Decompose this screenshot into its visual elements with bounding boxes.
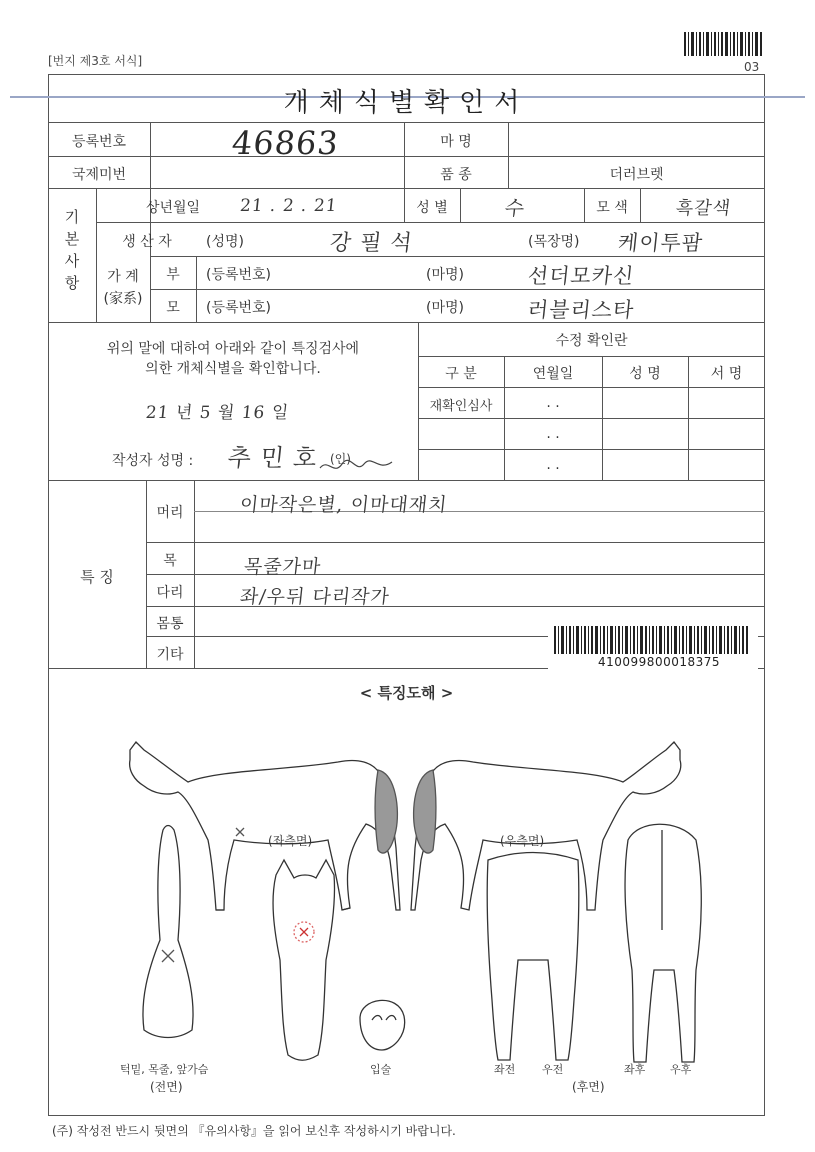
- label-front-caption: 턱밑, 목줄, 앞가슴: [120, 1063, 209, 1076]
- horse-right-side: [411, 742, 681, 910]
- basic-section-label: 기 본 사 항: [64, 208, 80, 292]
- dam-reg-hint: (등록번호): [206, 300, 272, 316]
- confirm-statement-1: 위의 말에 대하여 아래와 같이 특징검사에: [106, 341, 360, 357]
- barcode-bars: [554, 626, 750, 654]
- signature-scribble: [318, 456, 398, 478]
- sex-label: 성 별: [416, 200, 448, 216]
- confirm-date: 21 년 5 월 16 일: [144, 403, 291, 423]
- dob-label: 상년월일: [145, 200, 201, 216]
- feature-label-neck: 목: [163, 553, 177, 569]
- horse-name-label: 마 명: [440, 134, 472, 150]
- label-rear: (후면): [572, 1080, 605, 1094]
- page-code: 03: [744, 60, 760, 74]
- revision-row-date: . .: [546, 395, 560, 411]
- revision-header-type: 구 분: [445, 366, 477, 382]
- breed-value: 더러브렛: [609, 167, 664, 183]
- feature-value-legs: 좌/우뒤 다리작가: [238, 586, 391, 608]
- dam-label: 모: [166, 300, 180, 316]
- barcode-sticker: [548, 622, 758, 672]
- breeder-label: 생 산 자: [122, 234, 172, 250]
- revision-row-date: . .: [546, 457, 560, 473]
- confirm-statement-2: 의한 개체식별을 확인합니다.: [145, 361, 321, 377]
- features-section-label: 특 징: [80, 568, 114, 586]
- horse-forelegs-front: [487, 853, 579, 1061]
- breed-label: 품 종: [440, 167, 472, 183]
- feature-value-head: 이마작은별, 이마대재치: [238, 494, 449, 516]
- writer-label: 작성자 성명 :: [112, 453, 194, 469]
- farm-hint: (목장명): [528, 234, 580, 250]
- revision-header-sign: 서 명: [710, 366, 743, 382]
- writer-value: 추 민 호: [226, 444, 320, 472]
- horse-muzzle: [360, 1000, 405, 1050]
- breeder-name-value: 강 필 석: [328, 231, 414, 256]
- feature-label-body: 몸통: [156, 616, 184, 632]
- sire-name-hint: (마명): [426, 267, 464, 283]
- color-value: 흑갈색: [674, 198, 733, 219]
- dam-name-value: 러블리스타: [526, 298, 636, 322]
- writer-seal: (인): [330, 452, 351, 466]
- label-left-side: (좌측면): [268, 834, 313, 848]
- label-lips: 입술: [370, 1063, 392, 1076]
- feature-label-legs: 다리: [156, 585, 184, 601]
- farm-value: 케이투팜: [616, 231, 705, 255]
- feature-label-head: 머리: [156, 505, 184, 521]
- revision-header-name: 성 명: [629, 366, 661, 382]
- label-hind-left: 좌후: [624, 1063, 646, 1076]
- breeder-name-hint: (성명): [206, 234, 244, 250]
- sex-value: 수: [503, 196, 527, 220]
- label-right-side: (우측면): [500, 834, 545, 848]
- page-title: 개체식별확인서: [283, 88, 530, 118]
- reg-no-label: 등록번호: [71, 134, 127, 150]
- intl-label: 국제미번: [71, 167, 127, 183]
- sire-label: 부: [166, 267, 180, 283]
- diagram-title: < 특징도해 >: [359, 684, 454, 702]
- revision-row-type: 재확인심사: [429, 399, 493, 414]
- revision-header-date: 연월일: [532, 366, 574, 382]
- footer-note: (주) 작성전 반드시 뒷면의 『유의사항』을 읽어 보신후 작성하시기 바랍니다.: [52, 1124, 456, 1138]
- top-barcode: [684, 32, 762, 56]
- horse-hind-rear: [625, 824, 701, 1062]
- feature-label-other: 기타: [156, 647, 184, 663]
- form-number: [번지 제3호 서식]: [48, 54, 143, 68]
- revision-row-date: . .: [546, 426, 560, 442]
- horse-head-front: [273, 860, 334, 1060]
- family-label: 가 계 (家系): [103, 269, 143, 307]
- label-hind-right: 우후: [670, 1063, 692, 1076]
- label-front: (전면): [150, 1080, 183, 1094]
- sire-reg-hint: (등록번호): [206, 267, 272, 283]
- label-fore-right: 우전: [542, 1063, 564, 1076]
- barcode-number: 410099800018375: [598, 655, 721, 669]
- label-fore-left: 좌전: [494, 1063, 516, 1076]
- horse-neck-front: [143, 826, 193, 1038]
- revision-title: 수정 확인란: [555, 333, 628, 349]
- horse-diagram: [48, 700, 765, 1100]
- dam-name-hint: (마명): [426, 300, 464, 316]
- dob-value: 21 . 2 . 21: [238, 196, 339, 216]
- sire-name-value: 선더모카신: [526, 264, 636, 288]
- feature-value-neck: 목줄가마: [242, 556, 323, 578]
- color-label: 모 색: [596, 200, 628, 216]
- reg-no-value: 46863: [230, 124, 341, 162]
